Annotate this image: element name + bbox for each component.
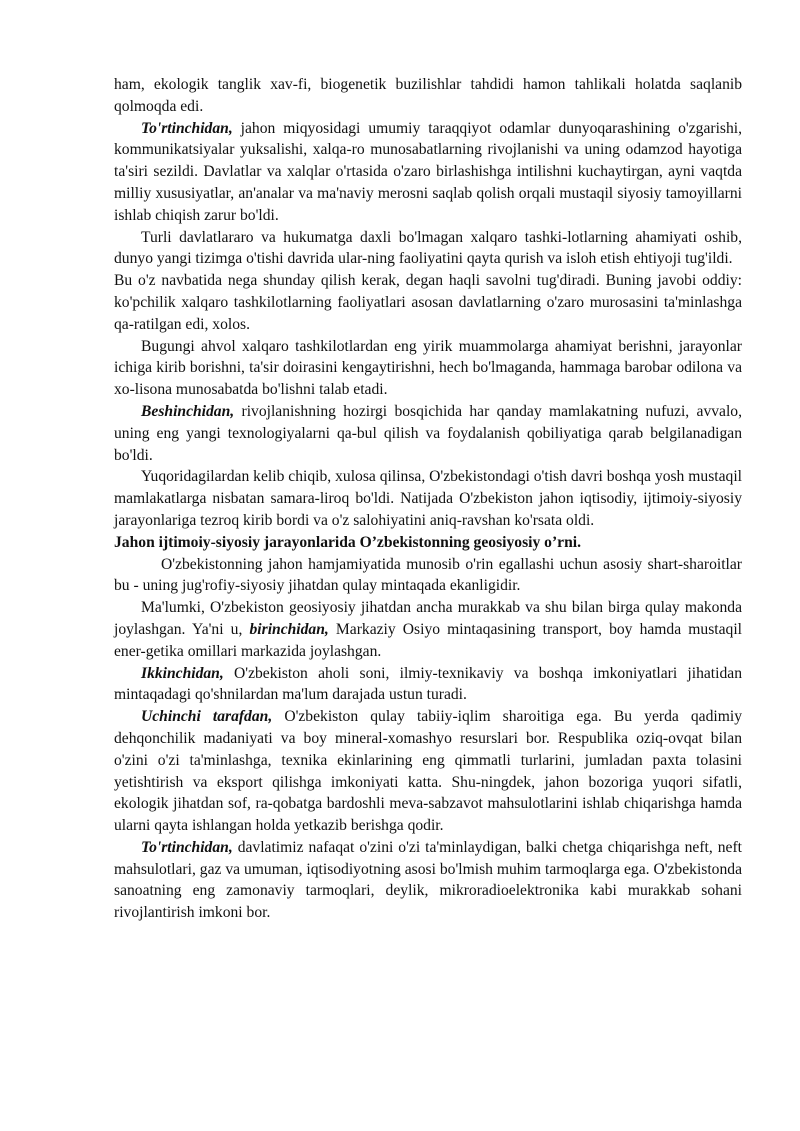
paragraph-today — [114, 336, 742, 401]
paragraph-question — [114, 270, 742, 335]
paragraph-lead: Beshinchidan, — [141, 402, 235, 420]
paragraph-conclusion — [114, 466, 742, 531]
paragraph-lead: To'rtinchidan, — [141, 838, 233, 856]
paragraph-fourthly-2 — [114, 837, 742, 924]
paragraph-text: jahon miqyosidagi umumiy taraqqiyot odamlar dunyoqarashining o'zgarishi, kommunikatsiyalar yuksalishi, xalqa-ro munosabatlarning rivojlanishi va uning odamzod hayotiga ta'siri sezildi. Davlatlar va xalqlar o'rtasida o'zaro birlashishga intilishni kuchaytirgan, ayni vaqtda milliy xususiyatlar, an'analar va ma'naviy merosni saqlab qolish orqali mustaqil siyosiy tamoyillarni ishlab chiqish zarur bo'ldi. — [114, 119, 742, 224]
paragraph-fifthly — [114, 401, 742, 466]
paragraph-text: O'zbekiston aholi soni, ilmiy-texnikaviy va boshqa imkoniyatlari jihatidan mintaqadagi qo'shnilardan ma'lum darajada ustun turadi. — [114, 664, 742, 704]
paragraph-continuation — [114, 74, 742, 118]
paragraph-fourthly — [114, 118, 742, 227]
paragraph-text: Ma'lumki, O'zbekiston geosiyosiy jihatdan ancha murakkab va shu bilan birga qulay makonda joylashgan. Ya'ni u, — [114, 599, 742, 638]
paragraph-organizations — [114, 227, 742, 271]
paragraph-thirdly — [114, 706, 742, 837]
paragraph-lead: To'rtinchidan, — [141, 119, 233, 137]
document-page — [114, 74, 742, 924]
paragraph-lead: birinchidan, — [249, 620, 329, 638]
paragraph-text: Yuqoridagilardan kelib chiqib, xulosa qilinsa, O'zbekistondagi o'tish davri boshqa yosh mustaqil mamlakatlarga nisbatan samara-liroq bo'ldi. Natijada O'zbekiston jahon iqtisodiy, ijtimoiy-siyosiy jarayonlariga tezroq kirib bordi va o'z salohiyatini aniq-ravshan ko'rsata oldi. — [114, 468, 742, 529]
paragraph-lead: Uchinchi tarafdan, — [141, 708, 273, 726]
paragraph-firstly — [114, 597, 742, 662]
section-heading: Jahon ijtimoiy-siyosiy jarayonlarida O’zbekistonning geosiyosiy o’rni. — [114, 533, 581, 551]
paragraph-lead: Ikkinchidan, — [141, 664, 224, 682]
paragraph-text: O'zbekiston qulay tabiiy-iqlim sharoitiga ega. Bu yerda qadimiy dehqonchilik madaniyati va boy mineral-xomashyo resurslari bor. Respublika oziq-ovqat bilan o'zini o'zi ta'minlashga, texnika ekinlarining eng qimmatli turlarini, jumladan paxta tolasini yetishtirish va eksport qilishga imkoniyati katta. Shu-ningdek, jahon bozoriga yuqori sifatli, ekologik jihatdan sof, ra-qobatga bardoshli meva-sabzavot mahsulotlarini ishlab chiqarishga hamda ularni qayta ishlangan holda yetkazib berishga qodir. — [114, 708, 742, 835]
paragraph-geopolitics-intro — [114, 554, 742, 598]
paragraph-text: Turli davlatlararo va hukumatga daxli bo'lmagan xalqaro tashki-lotlarning ahamiyati oshib, dunyo yangi tizimga o'tishi davrida ular-ning faoliyatini qayta qurish va isloh etish ehtiyoji tug'ildi. — [114, 228, 742, 268]
paragraph-text: Bugungi ahvol xalqaro tashkilotlardan eng yirik muammolarga ahamiyat berishni, jarayonlar ichiga kirib borishni, ta'sir doirasini kengaytirishni, hech bo'lmaganda, hammaga barobar odilona va xo-lisona munosabatda bo'lishni talab etadi. — [114, 337, 742, 399]
paragraph-text: Markaziy Osiyo mintaqasining transport, boy hamda mustaqil ener-getika omillari markazida joylashgan. — [114, 620, 742, 660]
paragraph-secondly — [114, 663, 742, 707]
paragraph-text: rivojlanishning hozirgi bosqichida har qanday mamlakatning nufuzi, avvalo, uning eng yangi texnologiyalarni qa-bul qilish va foydalanish qobiliyatiga qarab belgilanadigan bo'ldi. — [114, 402, 742, 464]
paragraph-text: Bu o'z navbatida nega shunday qilish kerak, degan haqli savolni tug'diradi. Buning javobi oddiy: ko'pchilik xalqaro tashkilotlarning faoliyatlari asosan davlatlarning o'zaro murosasini ta'minlashga qa-ratilgan edi, xolos. — [114, 272, 742, 333]
paragraph-text: ham, ekologik tanglik xav-fi, biogenetik buzilishlar tahdidi hamon tahlikali holatda saqlanib qolmoqda edi. — [114, 76, 742, 115]
paragraph-text: O'zbekistonning jahon hamjamiyatida munosib o'rin egallashi uchun asosiy shart-sharoitlar bu - uning jug'rofiy-siyosiy jihatdan qulay mintaqada ekanligidir. — [114, 555, 742, 595]
paragraph-text: davlatimiz nafaqat o'zini o'zi ta'minlaydigan, balki chetga chiqarishga neft, neft mahsulotlari, gaz va umuman, iqtisodiyotning asosi bo'lmish muhim tarmoqlarga ega. O'zbekistonda sanoatning eng zamonaviy tarmoqlari, deylik, mikroradioelektronika kabi murakkab sohani rivojlantirish imkoni bor. — [114, 838, 742, 922]
